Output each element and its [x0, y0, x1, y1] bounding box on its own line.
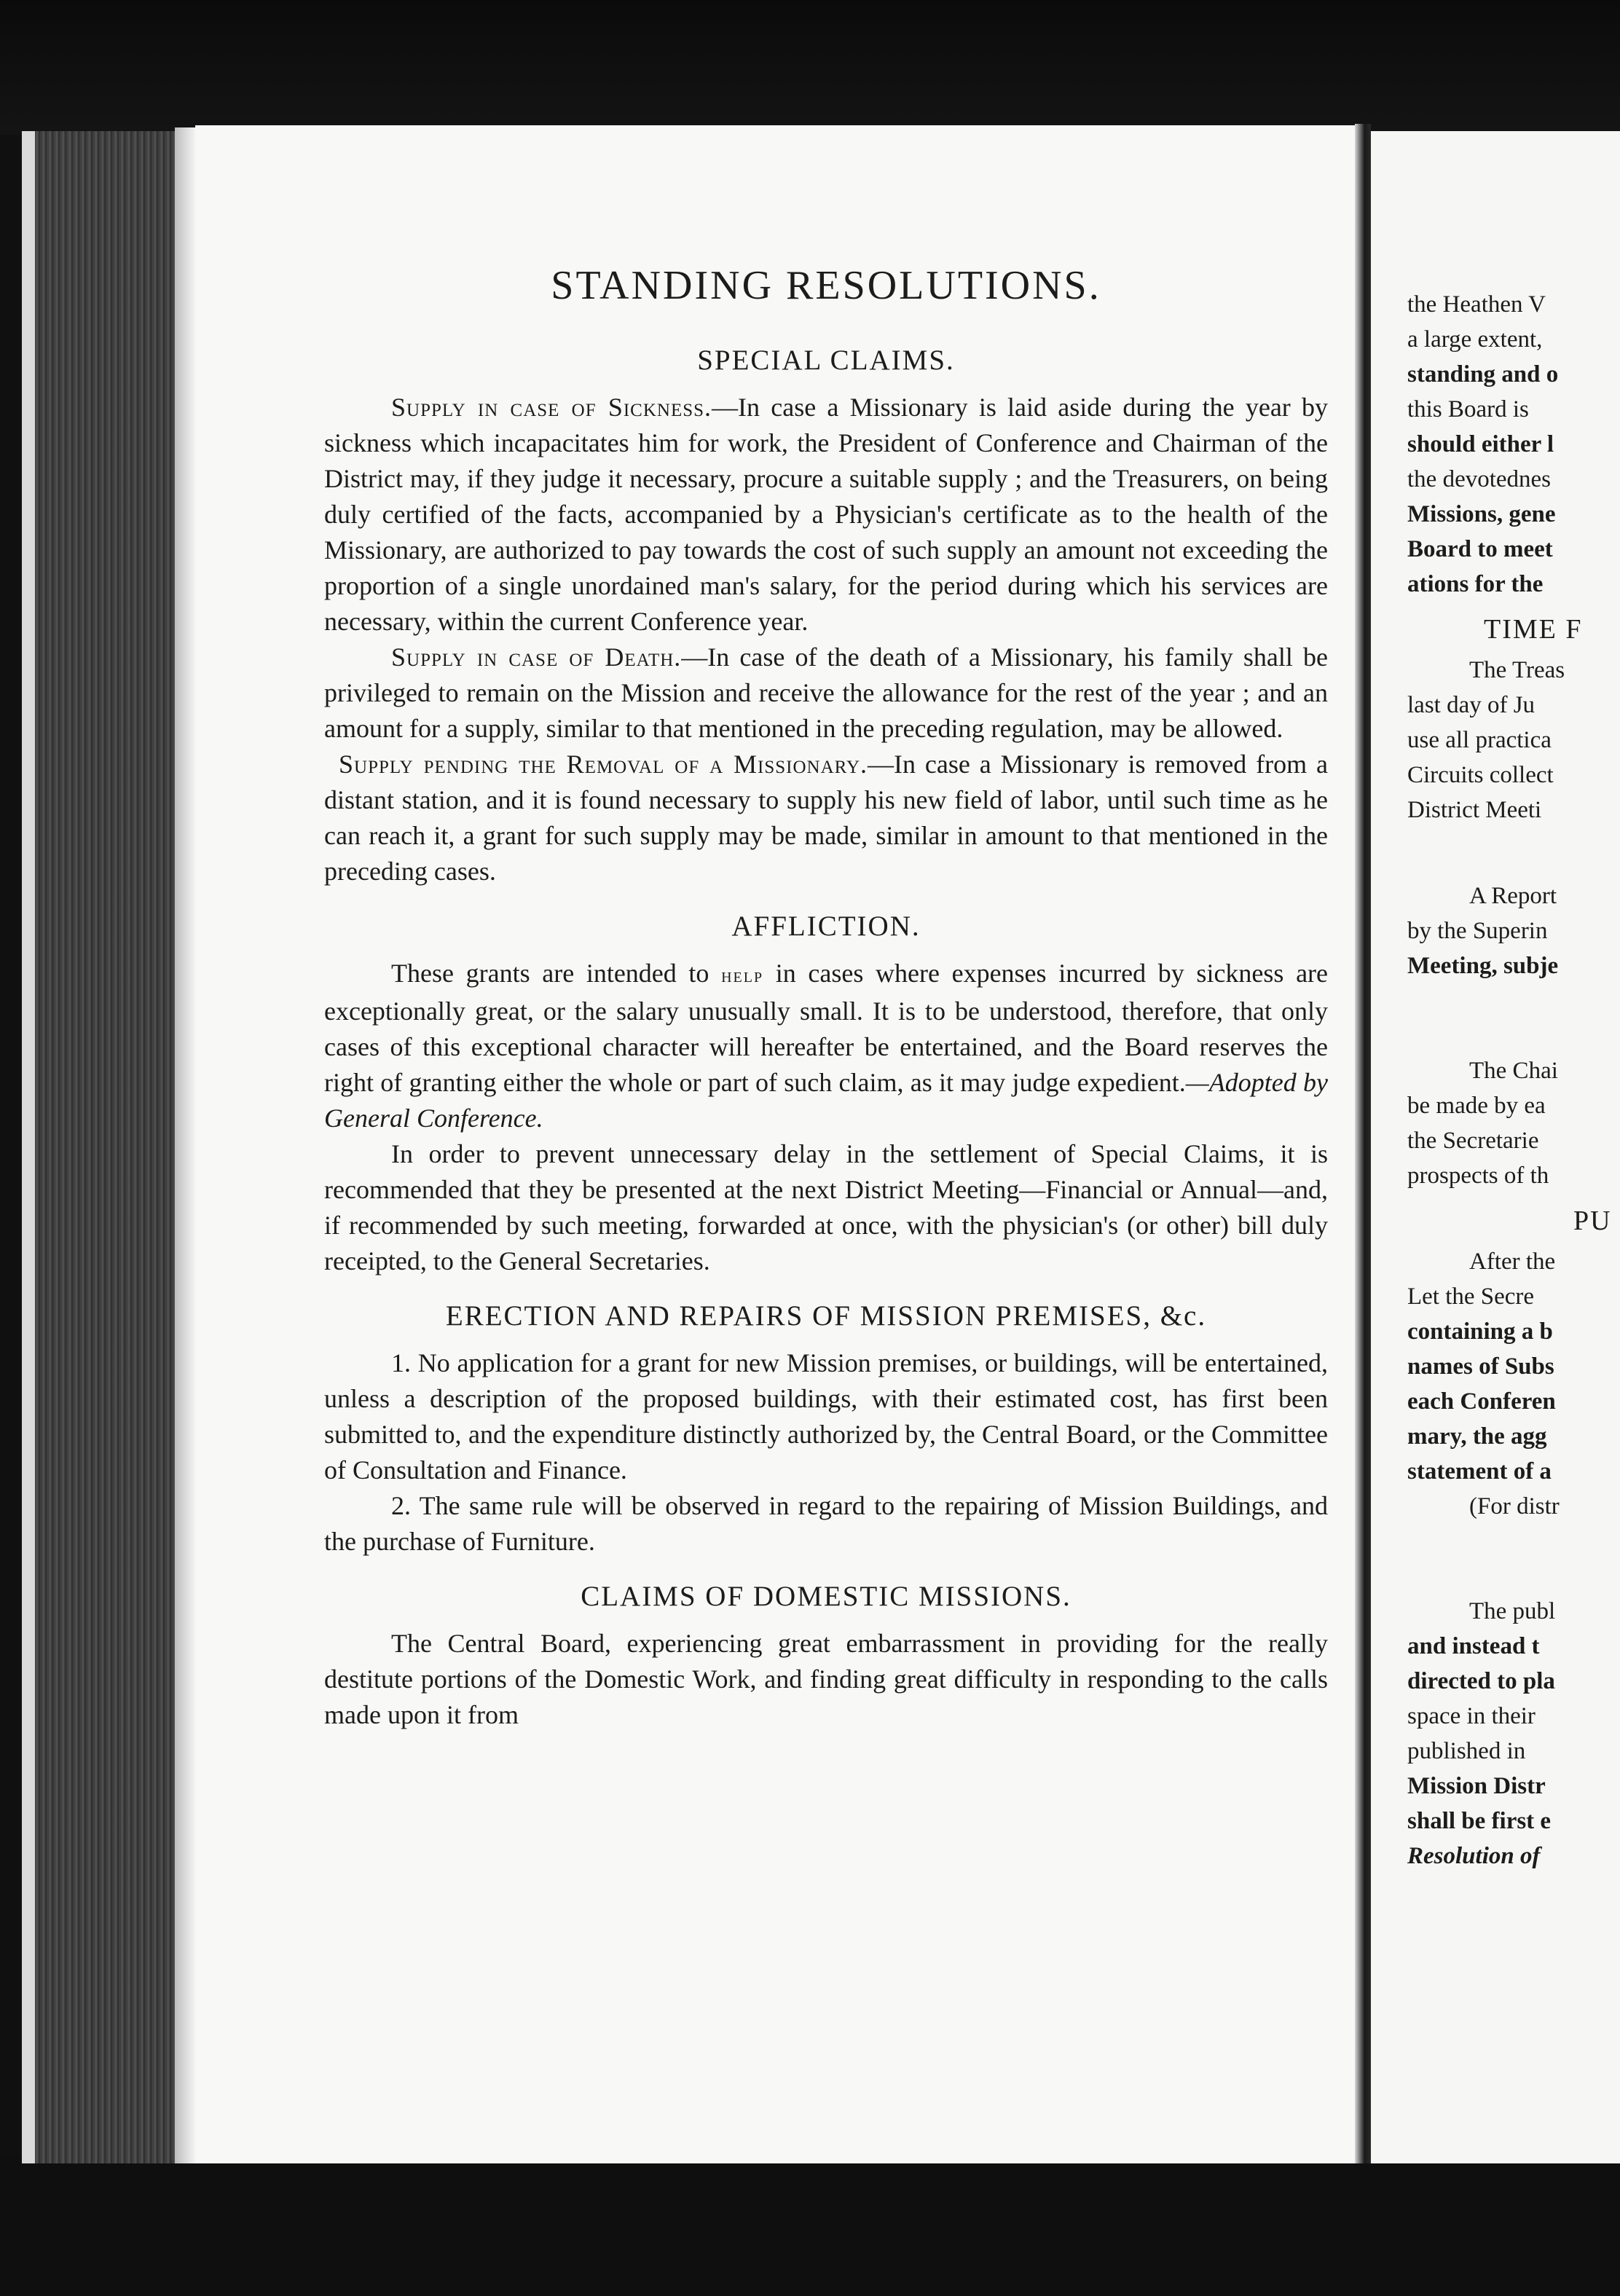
right-block-c: [1407, 878, 1620, 983]
right-heading-time: TIME F: [1484, 614, 1583, 645]
right-text-line: the Secretarie: [1407, 1128, 1539, 1154]
paragraph-affliction-grants: [324, 956, 1328, 1136]
book-gutter: [1355, 124, 1371, 2163]
scan-background-top: [0, 0, 1620, 135]
right-text-line: should either l: [1407, 431, 1554, 457]
right-block-a: [1407, 287, 1620, 602]
right-text-line: a large extent,: [1407, 326, 1543, 353]
right-text-line: Missions, gene: [1407, 501, 1556, 527]
paragraph-text: These grants are intended to: [391, 959, 709, 988]
paragraph-text: —In case a Missionary is laid aside during the year by sickness which incapacitates him for work, the President of Conference and Chairman of the District may, if they judge it necessary, procure a suitable supply ; and the Treasurers, on being duly certified of the facts, accompanied by a Physician's certificate as to the health of the Missionary, are authorized to pay towards the cost of such supply an amount not exceeding the proportion of a single unordained man's salary, for the period during which his services are necessary, within the current Conference year.: [324, 393, 1328, 636]
paragraph-text: —In case of the death of a Missionary, his family shall be privileged to remain on the Mission and receive the allowance for the rest of the year ; and an amount for a supply, similar to that mentioned in the preceding regulation, may be allowed.: [324, 642, 1329, 743]
right-text-line: statement of a: [1407, 1458, 1552, 1485]
right-heading-pu: PU: [1573, 1206, 1612, 1236]
right-text-line: containing a b: [1407, 1318, 1553, 1345]
run-in-label: Supply in case of Death.: [391, 642, 682, 672]
resolution-ref: Resolution of: [1407, 1843, 1541, 1869]
right-text-line: The publ: [1469, 1598, 1556, 1624]
right-text-line: names of Subs: [1407, 1353, 1554, 1380]
paragraph-text: in cases where expenses incurred by sickness are exceptionally great, or the salary unusually small. It is to be understood, therefore, that only cases of this exceptional character will hereafter be entertained, and the Board reserves the right of granting either the whole or part of such claim, as it may judge expedient.: [324, 959, 1329, 1097]
right-block-d: [1407, 1053, 1620, 1193]
paragraph-text: —In case a Missionary is removed from a distant station, and it is found necessary to supply his new field of labor, until such time as he can reach it, a grant for such supply may be made, similar in amount to that mentioned in the preceding cases.: [324, 750, 1329, 886]
right-text-line: and instead t: [1407, 1633, 1540, 1659]
right-block-b: [1407, 653, 1620, 827]
right-text-line: After the: [1469, 1249, 1556, 1275]
right-block-e: [1407, 1244, 1620, 1524]
paragraph-affliction-delay: In order to prevent unnecessary delay in the settlement of Special Claims, it is recommended that they be presented at the next District Meeting—Financial or Annual—and, if recommended by such meeting, forwarded at once, with the physician's (or other) bill duly receipted, to the General Secretaries.: [324, 1139, 1328, 1275]
right-last-line: [1407, 1839, 1620, 1874]
right-text-line: The Treas: [1469, 657, 1565, 683]
right-text-line: shall be first e: [1407, 1808, 1552, 1834]
run-in-label: Supply pending the Removal of a Missionary.: [339, 750, 868, 779]
right-text-line: A Report: [1469, 883, 1557, 909]
right-text-line: be made by ea: [1407, 1093, 1546, 1119]
right-block-f: [1407, 1594, 1620, 1839]
right-text-line: (For distr: [1469, 1493, 1560, 1519]
right-text-line: space in their: [1407, 1703, 1536, 1729]
right-text-line: the devotednes: [1407, 466, 1552, 492]
emphasis-help: help: [721, 964, 764, 987]
right-text-line: Let the Secre: [1407, 1283, 1535, 1310]
right-text-line: ations for the: [1407, 571, 1544, 597]
left-page-text: [324, 262, 1328, 1733]
right-text-line: Mission Distr: [1407, 1773, 1546, 1799]
right-text-line: The Chai: [1469, 1058, 1558, 1084]
page-curl: [175, 127, 195, 2163]
book-page-edges: [22, 131, 188, 2163]
right-text-line: mary, the agg: [1407, 1423, 1547, 1450]
right-text-line: last day of Ju: [1407, 692, 1536, 718]
right-text-line: District Meeti: [1407, 797, 1542, 823]
right-text-line: by the Superin: [1407, 918, 1548, 944]
section-heading-affliction: AFFLICTION.: [731, 911, 921, 942]
right-text-line: directed to pla: [1407, 1668, 1555, 1694]
section-heading-domestic: CLAIMS OF DOMESTIC MISSIONS.: [581, 1581, 1072, 1612]
right-text-line: use all practica: [1407, 727, 1552, 753]
right-text-line: this Board is: [1407, 396, 1529, 422]
paragraph-supply-death: [324, 640, 1328, 747]
run-in-label: Supply in case of Sickness.: [391, 393, 712, 422]
paragraph-supply-removal: [324, 747, 1328, 889]
scan-background-bottom: [0, 2156, 1620, 2296]
section-heading-special-claims: SPECIAL CLAIMS.: [697, 345, 955, 376]
right-text-line: Board to meet: [1407, 536, 1553, 562]
section-heading-erection: ERECTION AND REPAIRS OF MISSION PREMISES, &c.: [445, 1300, 1207, 1332]
paragraph-erection-2: 2. The same rule will be observed in regard to the repairing of Mission Buildings, and the purchase of Furniture.: [324, 1491, 1328, 1556]
right-text-line: prospects of th: [1407, 1163, 1549, 1189]
paragraph-supply-sickness: [324, 390, 1328, 640]
right-text-line: Meeting, subje: [1407, 953, 1559, 979]
right-page-text: [1407, 287, 1620, 1874]
paragraph-domestic: The Central Board, experiencing great embarrassment in providing for the really destitute portions of the Domestic Work, and finding great difficulty in responding to the calls made upon it from: [324, 1629, 1328, 1729]
right-text-line: the Heathen V: [1407, 291, 1546, 318]
adoption-note: —Adopted by General Conference.: [324, 1068, 1328, 1133]
right-text-line: published in: [1407, 1738, 1526, 1764]
right-text-line: each Conferen: [1407, 1388, 1556, 1415]
paragraph-erection-1: 1. No application for a grant for new Mission premises, or buildings, will be entertained, unless a description of the proposed buildings, with their estimated cost, has first been submitted to, and the expenditure distinctly authorized by, the Central Board, or the Committee of Consultation and Finance.: [324, 1348, 1328, 1485]
right-text-line: Circuits collect: [1407, 762, 1554, 788]
right-page: [1371, 131, 1620, 2163]
page-title: STANDING RESOLUTIONS.: [551, 263, 1101, 308]
right-text-line: standing and o: [1407, 361, 1559, 388]
